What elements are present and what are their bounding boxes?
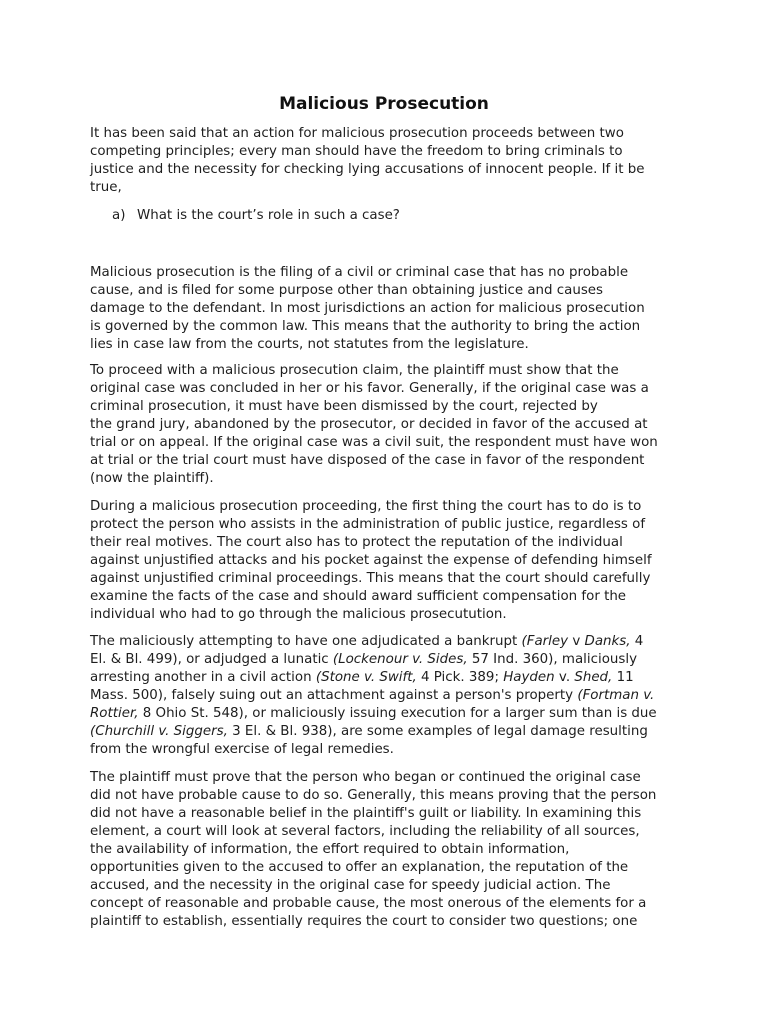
case-citation: Shed, bbox=[574, 670, 613, 685]
paragraph-probable-cause bbox=[90, 769, 690, 931]
text-line: Malicious prosecution is the filing of a civil or criminal case that has no probable bbox=[90, 265, 629, 280]
text-line: did not have a reasonable belief in the plaintiff's guilt or liability. In examining this bbox=[90, 806, 642, 821]
text-line: The plaintiff must prove that the person who began or continued the original case bbox=[90, 770, 641, 785]
text-span: 57 Ind. 360), maliciously bbox=[467, 652, 637, 667]
case-citation: (Farley bbox=[521, 634, 569, 649]
document-title: Malicious Prosecution bbox=[279, 94, 489, 114]
text-line: justice and the necessity for checking lying accusations of innocent people. If it be bbox=[90, 162, 645, 177]
text-line: To proceed with a malicious prosecution claim, the plaintiff must show that the bbox=[90, 363, 619, 378]
text-span: arresting another in a civil action bbox=[90, 670, 316, 685]
case-citation: Hayden bbox=[503, 670, 555, 685]
text-line: cause, and is filed for some purpose other than obtaining justice and causes bbox=[90, 283, 604, 298]
text-line: During a malicious prosecution proceeding, the first thing the court has to do is to bbox=[90, 499, 642, 514]
case-citation: (Fortman v. bbox=[577, 688, 655, 703]
text-line: trial or on appeal. If the original case was a civil suit, the respondent must have won bbox=[90, 435, 658, 450]
text-line: from the wrongful exercise of legal remedies. bbox=[90, 742, 394, 757]
case-citation: (Stone v. Swift, bbox=[315, 670, 417, 685]
text-line bbox=[90, 723, 690, 741]
case-citation: (Lockenour v. Sides, bbox=[332, 652, 468, 667]
text-line bbox=[90, 705, 690, 723]
text-line bbox=[90, 633, 690, 651]
text-span: 4 bbox=[630, 634, 644, 649]
text-line: protect the person who assists in the administration of public justice, regardless of bbox=[90, 517, 646, 532]
text-line: the availability of information, the effort required to obtain information, bbox=[90, 842, 570, 857]
text-span: 4 Pick. 389; bbox=[416, 670, 504, 685]
question-item bbox=[112, 207, 672, 225]
text-line: plaintiff to establish, essentially requires the court to consider two questions; one bbox=[90, 914, 638, 929]
text-span: v bbox=[568, 634, 585, 649]
text-line: individual who had to go through the malicious prosecutution. bbox=[90, 607, 507, 622]
text-line: opportunities given to the accused to offer an explanation, the reputation of the bbox=[90, 860, 629, 875]
text-line: It has been said that an action for malicious prosecution proceeds between two bbox=[90, 126, 624, 141]
paragraph-definition bbox=[90, 264, 690, 354]
text-line: against unjustified criminal proceedings. This means that the court should carefully bbox=[90, 571, 651, 586]
list-marker: a) bbox=[112, 208, 126, 223]
text-line: the grand jury, abandoned by the prosecutor, or decided in favor of the accused at bbox=[90, 417, 648, 432]
text-line bbox=[90, 669, 690, 687]
text-span: 3 El. & Bl. 938), are some examples of legal damage resulting bbox=[227, 724, 648, 739]
text-line: lies in case law from the courts, not statutes from the legislature. bbox=[90, 337, 529, 352]
text-line: accused, and the necessity in the original case for speedy judicial action. The bbox=[90, 878, 611, 893]
text-line bbox=[90, 651, 690, 669]
text-span: v. bbox=[554, 670, 575, 685]
text-span: El. & Bl. 499), or adjudged a lunatic bbox=[90, 652, 333, 667]
text-line: against unjustified attacks and his pocket against the expense of defending himself bbox=[90, 553, 652, 568]
text-line: element, a court will look at several factors, including the reliability of all sources, bbox=[90, 824, 640, 839]
text-line: competing principles; every man should have the freedom to bring criminals to bbox=[90, 144, 623, 159]
text-line: their real motives. The court also has to protect the reputation of the individual bbox=[90, 535, 623, 550]
text-line: examine the facts of the case and should award sufficient compensation for the bbox=[90, 589, 627, 604]
text-line: did not have probable cause to do so. Generally, this means proving that the person bbox=[90, 788, 657, 803]
text-line bbox=[90, 687, 690, 705]
text-line: concept of reasonable and probable cause, the most onerous of the elements for a bbox=[90, 896, 647, 911]
text-span: Mass. 500), falsely suing out an attachment against a person's property bbox=[90, 688, 578, 703]
question-text: What is the court’s role in such a case? bbox=[137, 208, 400, 223]
paragraph-examples bbox=[90, 633, 690, 759]
text-line: at trial or the trial court must have disposed of the case in favor of the respondent bbox=[90, 453, 645, 468]
text-span: 8 Ohio St. 548), or maliciously issuing execution for a larger sum than is due bbox=[138, 706, 657, 721]
text-line: damage to the defendant. In most jurisdictions an action for malicious prosecution bbox=[90, 301, 645, 316]
text-line: original case was concluded in her or his favor. Generally, if the original case was a bbox=[90, 381, 649, 396]
case-citation: Danks, bbox=[584, 634, 631, 649]
case-citation: Rottier, bbox=[90, 706, 139, 721]
text-line: (now the plaintiff). bbox=[90, 471, 214, 486]
text-line: true, bbox=[90, 180, 122, 195]
intro-paragraph bbox=[90, 125, 690, 197]
text-line: criminal prosecution, it must have been dismissed by the court, rejected by bbox=[90, 399, 598, 414]
text-span: The maliciously attempting to have one adjudicated a bankrupt bbox=[90, 634, 522, 649]
case-citation: (Churchill v. Siggers, bbox=[90, 724, 228, 739]
paragraph-court-role bbox=[90, 498, 690, 624]
text-line: is governed by the common law. This means that the authority to bring the action bbox=[90, 319, 641, 334]
text-span: 11 bbox=[612, 670, 634, 685]
paragraph-proceeding bbox=[90, 362, 690, 488]
